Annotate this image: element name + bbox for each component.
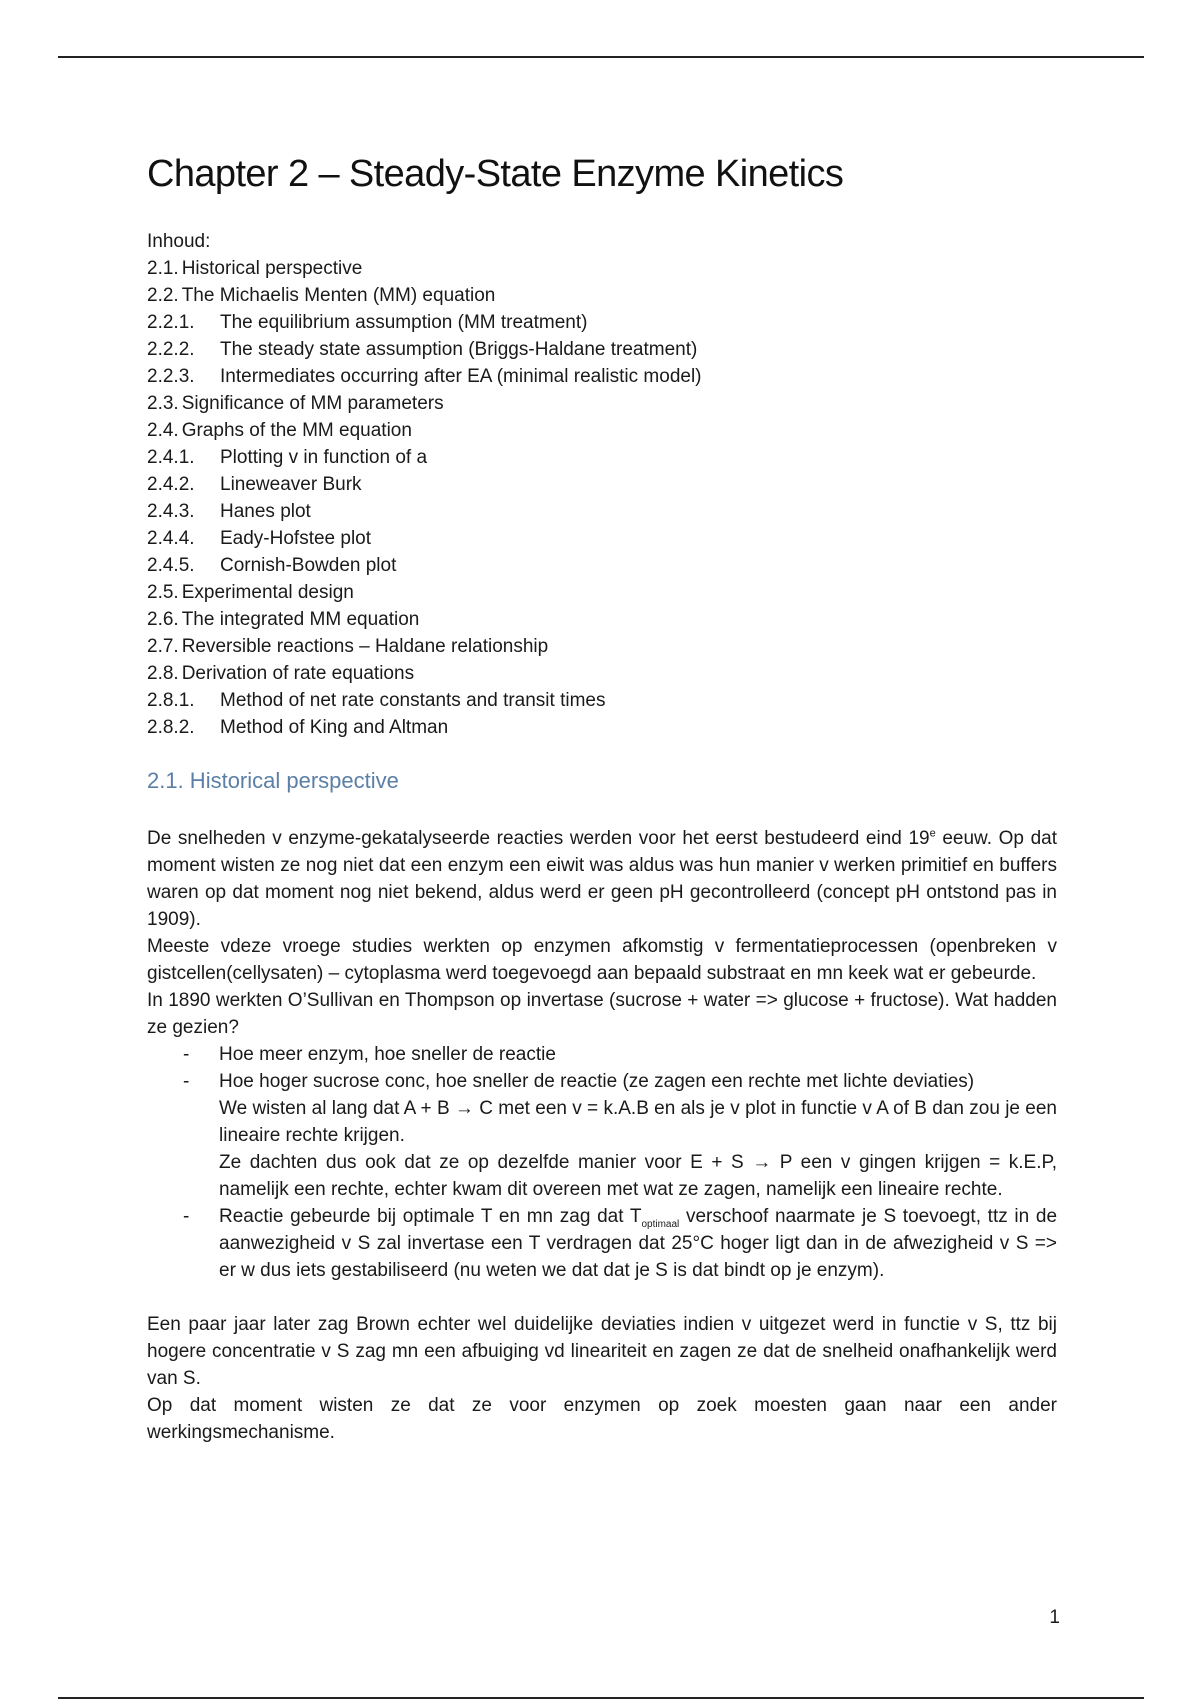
bullet-dash: -: [183, 1044, 190, 1065]
toc-item-text: Cornish-Bowden plot: [220, 555, 397, 576]
bullet-3-text-start: Reactie gebeurde bij optimale T en mn zag dat T: [219, 1206, 642, 1227]
toc-item-text: Reversible reactions – Haldane relationship: [181, 636, 549, 657]
bullet-2-line-2: We wisten al lang dat A + B → C met een v = k.A.B en als je v plot in functie v A of B dan zou je een lineaire rechte krijgen.: [219, 1098, 1057, 1146]
bullet-dash: -: [183, 1071, 190, 1092]
bullet-dash: -: [183, 1206, 190, 1227]
list-item: [147, 1068, 1057, 1203]
toc-item-number: 2.7.: [147, 636, 179, 657]
toc-item-text: Method of net rate constants and transit times: [220, 690, 606, 711]
toc-item: [147, 282, 1057, 309]
bullet-2-line-3: Ze dachten dus ook dat ze op dezelfde manier voor E + S → P een v gingen krijgen = k.E.P, namelijk een rechte, echter kwam dit overeen met wat ze zagen, namelijk een lineaire rechte.: [219, 1152, 1057, 1200]
table-of-contents: [147, 255, 1057, 741]
page-content: [147, 148, 1057, 1446]
toc-item-text: The integrated MM equation: [181, 609, 420, 630]
toc-item: [147, 336, 1057, 363]
toc-item-text: Experimental design: [181, 582, 354, 603]
paragraph-2: Meeste vdeze vroege studies werkten op enzymen afkomstig v fermentatieprocessen (openbreken v gistcellen(cellysaten) – cytoplasma werd toegevoegd aan bepaald substraat en mn keek wat er gebeurde.: [147, 936, 1057, 984]
subscript-optimaal: optimaal: [641, 1218, 680, 1230]
spacer: [147, 1284, 1057, 1311]
toc-item-text: Method of King and Altman: [220, 717, 449, 738]
paragraph-4: Een paar jaar later zag Brown echter wel duidelijke deviaties indien v uitgezet werd in functie v S, ttz bij hogere concentratie v S zag mn een afbuiging vd lineariteit en zagen ze dat de snelheid onafhankelijk werd van S.: [147, 1314, 1057, 1389]
toc-item-number: 2.1.: [147, 258, 179, 279]
toc-item-text: Plotting v in function of a: [220, 447, 428, 468]
toc-item-number: 2.2.3.: [147, 366, 195, 387]
toc-item-text: Significance of MM parameters: [181, 393, 444, 414]
toc-item-number: 2.6.: [147, 609, 179, 630]
page-number: 1: [1049, 1607, 1060, 1628]
paragraph-5: Op dat moment wisten ze dat ze voor enzymen op zoek moesten gaan naar een ander werkingsmechanisme.: [147, 1395, 1057, 1443]
toc-item-text: Hanes plot: [220, 501, 311, 522]
paragraph-3: In 1890 werkten O’Sullivan en Thompson op invertase (sucrose + water => glucose + fructose). Wat hadden ze gezien?: [147, 990, 1057, 1038]
section-heading: 2.1. Historical perspective: [147, 768, 399, 793]
toc-item-number: 2.5.: [147, 582, 179, 603]
toc-item-text: The steady state assumption (Briggs-Haldane treatment): [220, 339, 698, 360]
toc-item-text: Intermediates occurring after EA (minimal realistic model): [220, 366, 702, 387]
footer-rule: [58, 1697, 1144, 1699]
toc-item: [147, 525, 1057, 552]
toc-item: [147, 390, 1057, 417]
toc-label: Inhoud:: [147, 231, 211, 252]
toc-item: [147, 606, 1057, 633]
paragraph-1-text-cont: eeuw. Op dat moment wisten ze nog niet dat een enzym een eiwit was aldus was hun manier v werken primitief en buffers waren op dat moment nog niet bekend, aldus werd er geen pH gecontrolleerd (concept pH ontstond pas in 1909).: [147, 828, 1057, 930]
toc-item-text: Lineweaver Burk: [220, 474, 362, 495]
toc-item: [147, 255, 1057, 282]
toc-item-text: Historical perspective: [181, 258, 363, 279]
bullet-3-text: [219, 1203, 1057, 1284]
bullet-2-line-1: Hoe hoger sucrose conc, hoe sneller de reactie (ze zagen een rechte met lichte deviaties): [219, 1071, 975, 1092]
toc-item-number: 2.4.: [147, 420, 179, 441]
toc-item: [147, 714, 1057, 741]
toc-item-text: Eady-Hofstee plot: [220, 528, 372, 549]
toc-item: [147, 579, 1057, 606]
paragraph-1: [147, 825, 1057, 933]
toc-item-number: 2.4.5.: [147, 555, 195, 576]
toc-item: [147, 363, 1057, 390]
ordinal-superscript: e: [929, 827, 936, 840]
toc-item-number: 2.2.1.: [147, 312, 195, 333]
toc-item: [147, 687, 1057, 714]
bullet-3-text-end: verschoof naarmate je S toevoegt, ttz in de aanwezigheid v S zal invertase een T verdragen dat 25°C hoger ligt dan in de afwezigheid v S => er w dus iets gestabiliseerd (nu weten we dat dat je S is dat bindt op je enzym).: [219, 1206, 1058, 1281]
header-rule: [58, 56, 1144, 58]
toc-item: [147, 417, 1057, 444]
toc-item-number: 2.2.2.: [147, 339, 195, 360]
toc-item-text: The equilibrium assumption (MM treatment): [220, 312, 588, 333]
list-item: [147, 1041, 1057, 1068]
toc-item-number: 2.4.1.: [147, 447, 195, 468]
toc-item: [147, 552, 1057, 579]
toc-item: [147, 660, 1057, 687]
toc-item-number: 2.8.1.: [147, 690, 195, 711]
toc-item-number: 2.2.: [147, 285, 179, 306]
toc-item: [147, 498, 1057, 525]
toc-item: [147, 444, 1057, 471]
toc-item-text: The Michaelis Menten (MM) equation: [181, 285, 496, 306]
toc-item: [147, 633, 1057, 660]
toc-item-number: 2.3.: [147, 393, 179, 414]
toc-item-number: 2.8.2.: [147, 717, 195, 738]
toc-item-number: 2.4.3.: [147, 501, 195, 522]
chapter-title: Chapter 2 – Steady-State Enzyme Kinetics: [147, 153, 844, 195]
toc-item: [147, 471, 1057, 498]
list-item: [147, 1203, 1057, 1284]
bullet-1-text: Hoe meer enzym, hoe sneller de reactie: [219, 1044, 556, 1065]
toc-item-text: Graphs of the MM equation: [181, 420, 412, 441]
toc-item-number: 2.4.4.: [147, 528, 195, 549]
bullet-list: [147, 1041, 1057, 1284]
toc-item-number: 2.8.: [147, 663, 179, 684]
toc-item-text: Derivation of rate equations: [181, 663, 415, 684]
toc-item: [147, 309, 1057, 336]
toc-item-number: 2.4.2.: [147, 474, 195, 495]
paragraph-1-text: De snelheden v enzyme-gekatalyseerde reacties werden voor het eerst bestudeerd eind 19: [147, 828, 930, 849]
